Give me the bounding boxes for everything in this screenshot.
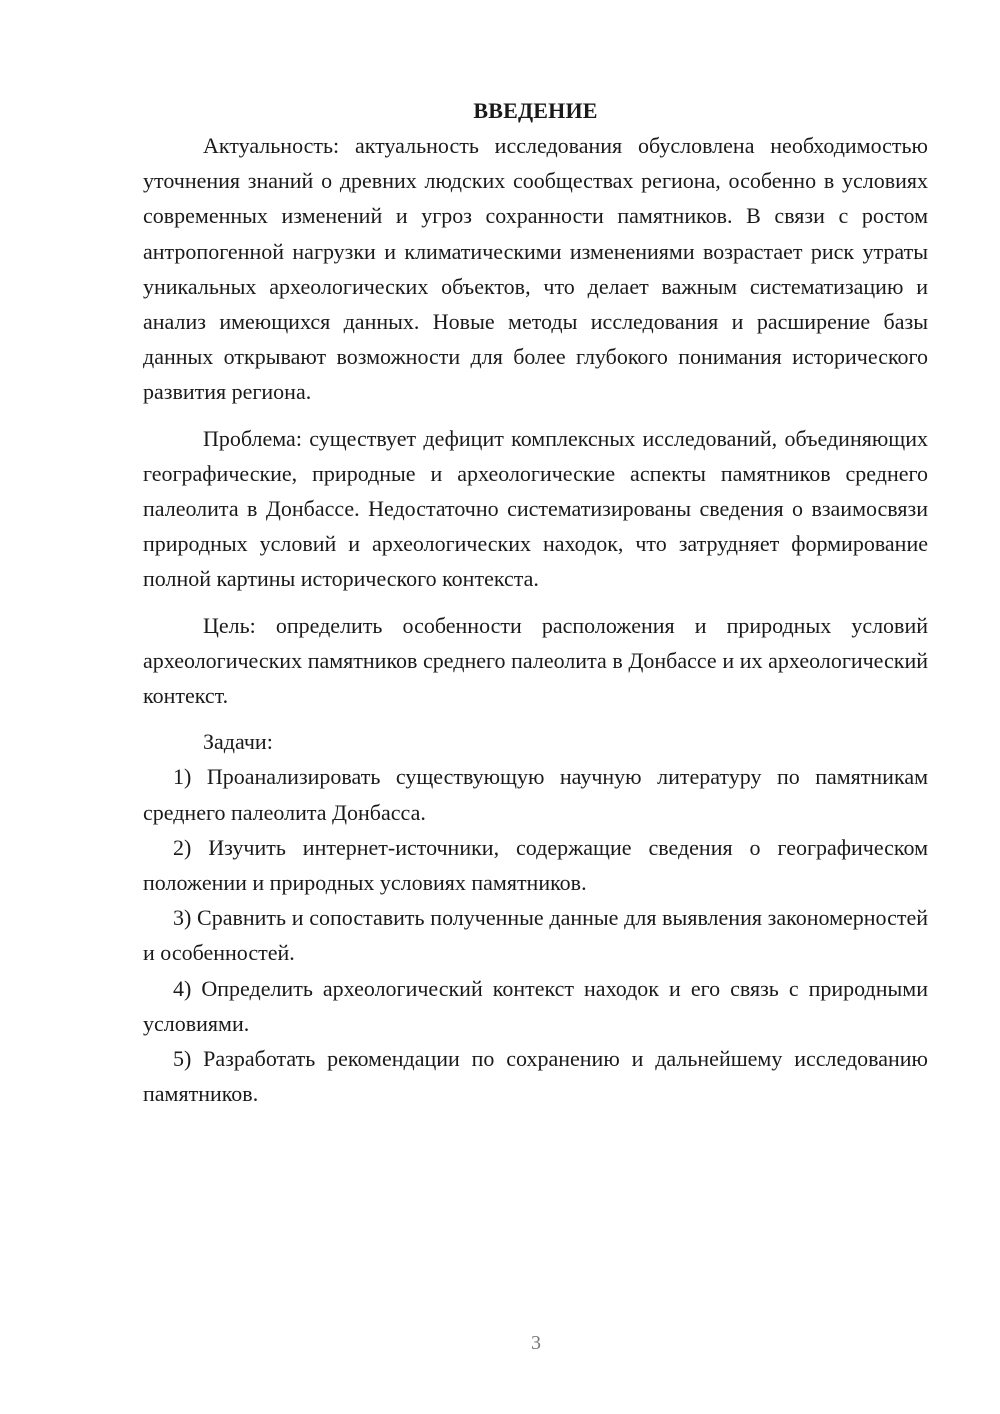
task-item-3: 3) Сравнить и сопоставить полученные данные для выявления закономерностей и особенностей. (143, 905, 928, 966)
task-item-4: 4) Определить археологический контекст находок и его связь с природными условиями. (143, 975, 928, 1036)
paragraph-goal: Цель: определить особенности расположения и природных условий археологических памятников среднего палеолита в Донбассе и их археологический контекст. (143, 612, 928, 709)
paragraph-relevance: Актуальность: актуальность исследования обусловлена необходимостью уточнения знаний о древних людских сообществах региона, особенно в условиях современных изменений и угроз сохранности памятников. В связи с ростом антропогенной нагрузки и климатическими изменениями возрастает риск утраты уникальных археологических объектов, что делает важным систематизацию и анализ имеющихся данных. Новые методы исследования и расширение базы данных открывают возможности для более глубокого понимания исторического развития региона. (143, 133, 928, 405)
tasks-label: Задачи: (203, 729, 273, 755)
page-number: 3 (531, 1332, 541, 1354)
section-heading: ВВЕДЕНИЕ (473, 98, 598, 123)
page-content (143, 93, 928, 1111)
task-item-2: 2) Изучить интернет-источники, содержащие сведения о географическом положении и природных условиях памятников. (143, 834, 928, 896)
task-item-5: 5) Разработать рекомендации по сохранению и дальнейшему исследованию памятников. (143, 1046, 928, 1107)
paragraph-problem: Проблема: существует дефицит комплексных исследований, объединяющих географические, природные и археологические аспекты памятников среднего палеолита в Донбассе. Недостаточно систематизированы сведения о взаимосвязи природных условий и археологических находок, что затрудняет формирование полной картины исторического контекста. (143, 425, 928, 592)
task-item-1: 1) Проанализировать существующую научную литературу по памятникам среднего палеолита Донбасса. (143, 764, 928, 825)
